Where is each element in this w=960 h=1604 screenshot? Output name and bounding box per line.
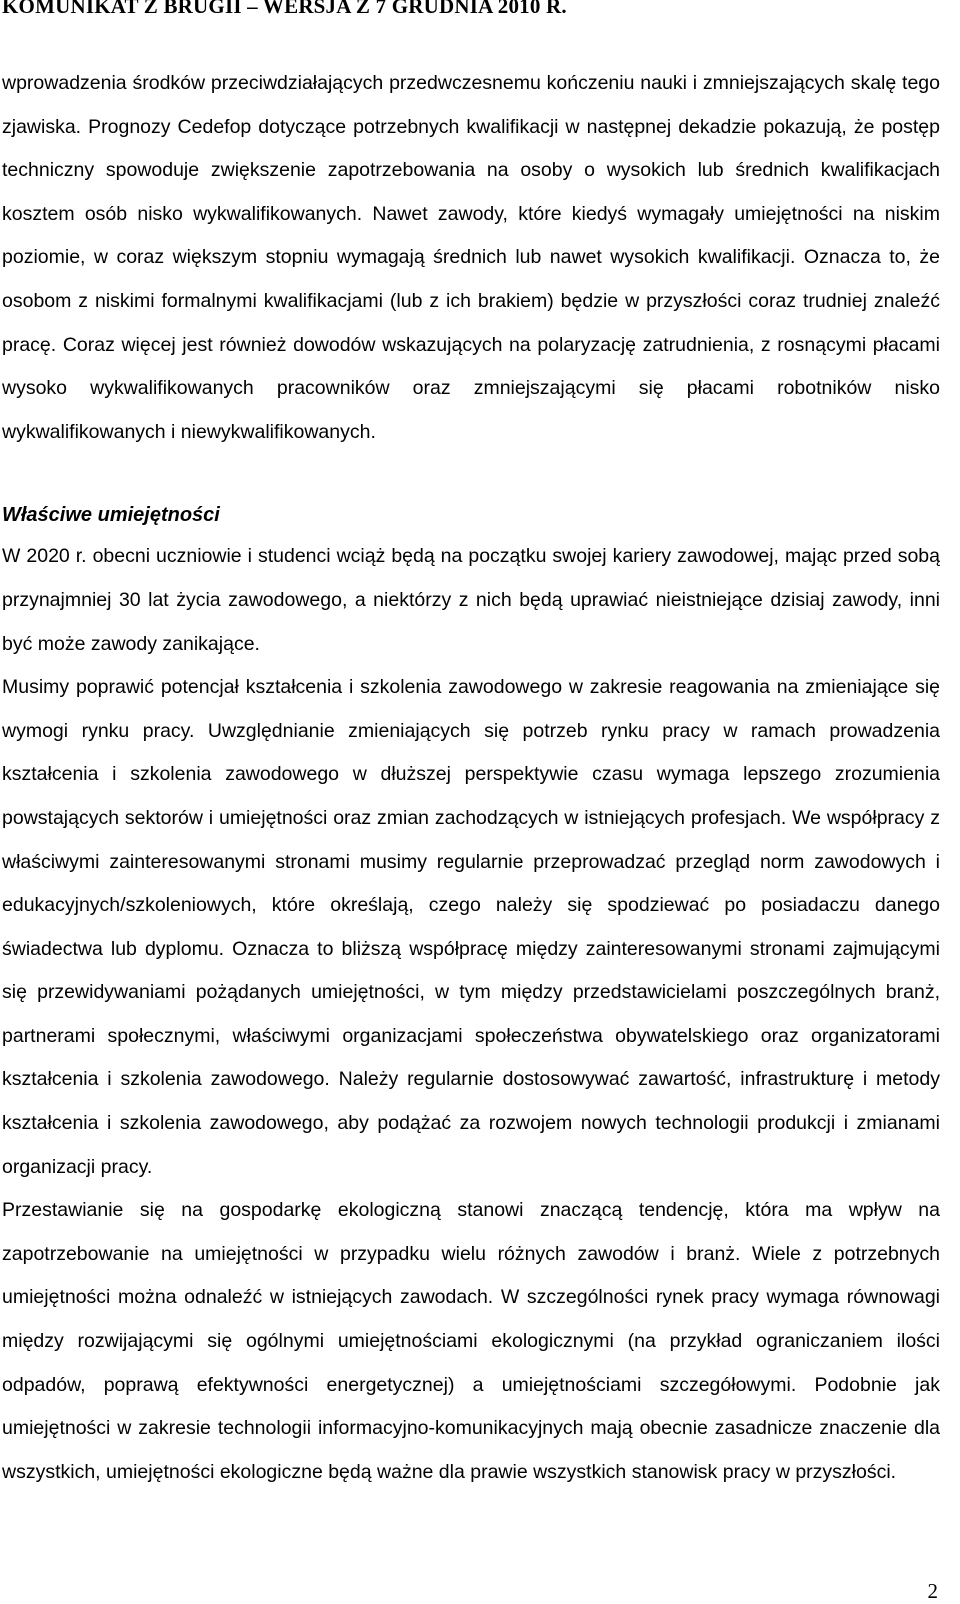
paragraph-vet-potential: Musimy poprawić potencjał kształcenia i szkolenia zawodowego w zakresie reagowania na zmieniające się wymogi rynku pracy. Uwzględnianie zmieniających się potrzeb rynku pracy w ramach prowadzenia kształcenia i szkolenia zawodowego w dłuższej perspektywie czasu wymaga lepszego zrozumienia powstających sektorów i umiejętności oraz zmian zachodzących w istniejących profesjach. We współpracy z właściwymi zainteresowanymi stronami musimy regularnie przeprowadzać przegląd norm zawodowych i edukacyjnych/szkoleniowych, które określają, czego należy się spodziewać po posiadaczu danego świadectwa lub dyplomu. Oznacza to bliższą współpracę między zainteresowanymi stronami zajmującymi się przewidywaniami pożądanych umiejętności, w tym między przedstawicielami poszczególnych branż, partnerami społecznymi, właściwymi organizacjami społeczeństwa obywatelskiego oraz organizatorami kształcenia i szkolenia zawodowego. Należy regularnie dostosowywać zawartość, infrastrukturę i metody kształcenia i szkolenia zawodowego, aby podążać za rozwojem nowych technologii produkcji i zmianami organizacji pracy. xyxy=(2,676,940,1178)
page-number: 2 xyxy=(927,1579,938,1603)
section-heading: Właściwe umiejętności xyxy=(2,504,220,527)
running-header: KOMUNIKAT Z BRUGII – WERSJA Z 7 GRUDNIA 2010 R. xyxy=(2,0,567,18)
paragraph-polarisation: wprowadzenia środków przeciwdziałających przedwczesnemu kończeniu nauki i zmniejszających skalę tego zjawiska. Prognozy Cedefop dotyczące potrzebnych kwalifikacji w następnej dekadzie pokazują, że postęp techniczny spowoduje zwiększenie zapotrzebowania na osoby o wysokich lub średnich kwalifikacjach kosztem osób nisko wykwalifikowanych. Nawet zawody, które kiedyś wymagały umiejętności na niskim poziomie, w coraz większym stopniu wymagają średnich lub nawet wysokich kwalifikacji. Oznacza to, że osobom z niskimi formalnymi kwalifikacjami (lub z ich brakiem) będzie w przyszłości coraz trudniej znaleźć pracę. Coraz więcej jest również dowodów wskazujących na polaryzację zatrudnienia, z rosnącymi płacami wysoko wykwalifikowanych pracowników oraz zmniejszającymi się płacami robotników nisko wykwalifikowanych i niewykwalifikowanych. xyxy=(2,72,940,443)
paragraph-green-economy: Przestawianie się na gospodarkę ekologiczną stanowi znaczącą tendencję, która ma wpływ na zapotrzebowanie na umiejętności w przypadku wielu różnych zawodów i branż. Wiele z potrzebnych umiejętności można odnaleźć w istniejących zawodach. W szczególności rynek pracy wymaga równowagi między rozwijającymi się ogólnymi umiejętnościami ekologicznymi (na przykład ograniczaniem ilości odpadów, poprawą efektywności energetycznej) a umiejętnościami szczegółowymi. Podobnie jak umiejętności w zakresie technologii informacyjno-komunikacyjnych mają obecnie zasadnicze znaczenie dla wszystkich, umiejętności ekologiczne będą ważne dla prawie wszystkich stanowisk pracy w przyszłości. xyxy=(2,1199,940,1483)
paragraph-2020-students: W 2020 r. obecni uczniowie i studenci wciąż będą na początku swojej kariery zawodowej, mając przed sobą przynajmniej 30 lat życia zawodowego, a niektórzy z nich będą uprawiać nieistniejące dzisiaj zawody, inni być może zawody zanikające. xyxy=(2,545,940,655)
document-body xyxy=(2,62,940,1494)
